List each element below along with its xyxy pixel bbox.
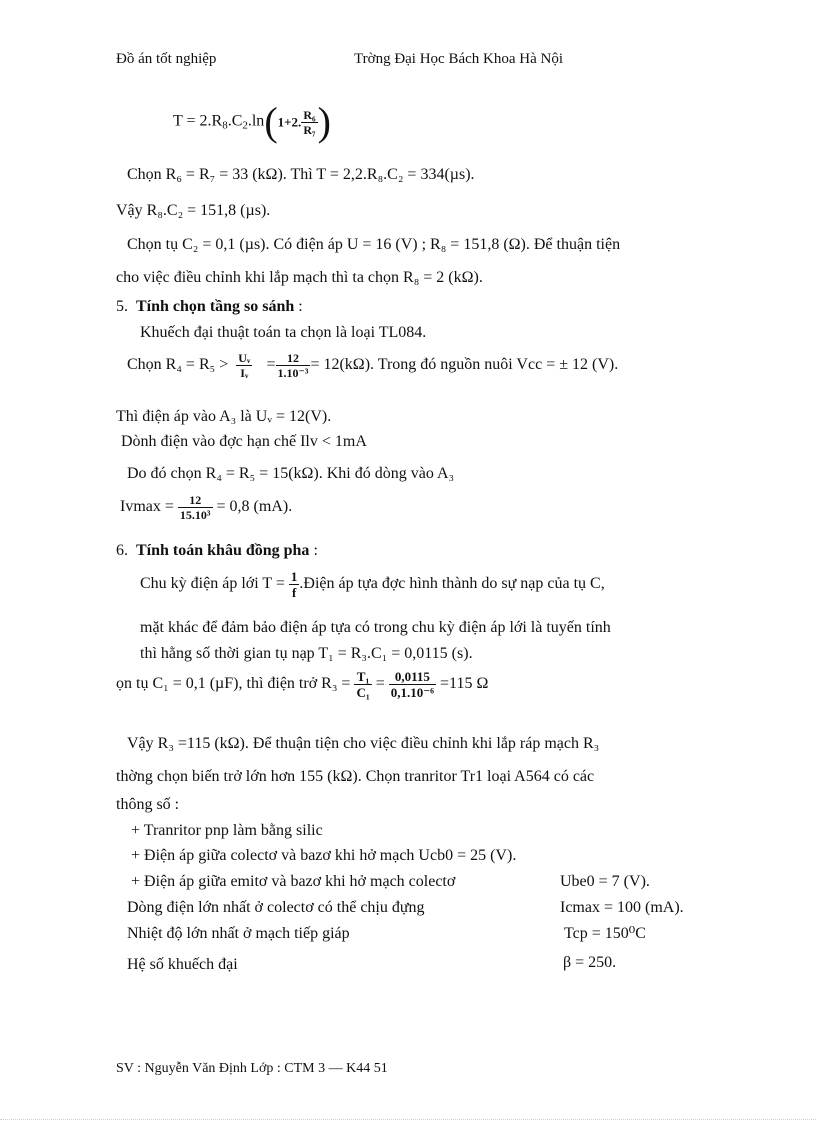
period-den: f	[291, 585, 297, 600]
list-item-ucb0: + Điện áp giữa colectơ và bazơ khi hở mạch Ucb0 = 25 (V).	[131, 847, 517, 864]
line-opamp: Khuếch đại thuật toán ta chọn là loại TL084.	[140, 324, 427, 341]
section-5-colon: :	[294, 298, 303, 315]
list-item-tcp-label: Nhiệt độ lớn nhất ở mạch tiếp giáp	[127, 925, 350, 942]
line-r4-pre: Chọn R₄ = R₅ >	[127, 356, 229, 374]
line-ivmax	[120, 494, 292, 521]
line-r4-equals: =	[266, 356, 276, 374]
r3-num: 0,0115	[389, 670, 436, 685]
line-voltage-a3: Thì điện áp vào A₃ là Uᵥ = 12(V).	[116, 408, 332, 425]
list-item-icmax-value: Icmax = 100 (mA).	[560, 899, 684, 916]
formula-lhs: T = 2.R	[173, 112, 223, 130]
r3-pre: ọn tụ C₁ = 0,1 (µF), thì điện trở R₃ =	[116, 675, 351, 693]
line-parameters: thông số :	[116, 796, 180, 813]
period-num: 1	[290, 569, 298, 584]
formula-c: .C	[227, 112, 243, 130]
section-5-heading	[116, 299, 303, 315]
formula-ln: .ln	[247, 112, 265, 130]
line-period	[140, 570, 605, 599]
formula-period: $T = 2.R_8.C_2.\ln(1+2$. $\frac{\text{R₆}}{\text{R₇}}$ )	[173, 99, 331, 144]
frac-12: 12	[276, 352, 311, 366]
frac-iv: Iᵥ	[240, 366, 249, 380]
ivmax-den: 15.10³	[179, 508, 211, 522]
section-5-number: 5.	[116, 298, 128, 315]
section-5-title: Tính chọn tầng so sánh	[136, 298, 295, 315]
line-time-constant: thì hằng số thời gian tụ nạp T₁ = R₃.C₁ = 0,0115 (s).	[140, 645, 473, 662]
line-linear: mặt khác để đảm bảo điện áp tựa có trong chu kỳ điện áp lới là tuyến tính	[140, 619, 611, 636]
header-right: Trờng Đại Học Bách Khoa Hà Nội	[354, 51, 564, 67]
footer-student: SV : Nguyễn Văn Định Lớp : CTM 3 — K44 51	[116, 1061, 388, 1076]
period-pre: Chu kỳ điện áp lới T =	[140, 575, 285, 593]
line-current-limit: Dònh điện vào đợc hạn chế Ilv < 1mA	[121, 433, 367, 450]
list-item-tcp-value: Tcp = 150⁰C	[564, 925, 646, 942]
period-post: .Điện áp tựa đợc hình thành do sự nạp của tụ C,	[299, 575, 605, 593]
formula-sub-r8: 8	[222, 119, 228, 132]
line-r3-115k: Vậy R₃ =115 (kΩ). Để thuận tiện cho việc điều chỉnh khi lắp ráp mạch R₃	[127, 735, 600, 752]
r3-den: 0,1.10⁻⁶	[390, 685, 435, 700]
formula-num: R₆	[303, 107, 316, 122]
formula-sub-c2: 2	[242, 119, 248, 132]
section-6-colon: :	[309, 542, 318, 559]
section-6-title: Tính toán khâu đồng pha	[136, 542, 310, 559]
header-left: Đồ án tốt nghiệp	[116, 51, 217, 67]
list-item-beta-label: Hệ số khuếch đại	[127, 956, 238, 973]
list-item-beta-value: β = 250.	[563, 954, 617, 971]
section-6-heading	[116, 543, 318, 559]
page-bottom-divider	[0, 1119, 816, 1120]
r3-equals: =	[375, 675, 385, 693]
list-item-icmax-label: Dòng điện lớn nhất ở colectơ có thể chịu đựng	[127, 899, 425, 916]
list-item-ube0-label: + Điện áp giữa emitơ và bazơ khi hở mạch colectơ	[131, 873, 456, 890]
r3-result: =115 Ω	[440, 675, 489, 693]
frac-1e-3: 1.10⁻³	[277, 366, 309, 380]
ivmax-label: Ivmax =	[120, 498, 174, 516]
list-item-ube0-value: Ube0 = 7 (V).	[560, 873, 650, 890]
formula-one-plus: 1+2.	[277, 114, 302, 130]
line-r4-post: = 12(kΩ). Trong đó nguồn nuôi Vcc = ± 12 (V).	[310, 356, 619, 374]
formula-den: R₇	[303, 122, 316, 137]
line-choose-r4	[127, 352, 618, 379]
r3-den-c1: C₁	[356, 685, 370, 700]
ivmax-num: 12	[178, 494, 213, 508]
section-6-number: 6.	[116, 542, 128, 559]
line-r8c2: Vậy R₈.C₂ = 151,8 (µs).	[116, 202, 271, 219]
line-choose-r8: cho việc điều chỉnh khi lắp mạch thì ta chọn R₈ = 2 (kΩ).	[116, 269, 483, 286]
line-r3	[116, 670, 488, 699]
list-item-pnp: + Tranritor pnp làm bằng silic	[131, 822, 323, 839]
r3-num-t1: T₁	[354, 670, 371, 685]
line-choose-r4-15k: Do đó chọn R₄ = R₅ = 15(kΩ). Khi đó dòng vào A₃	[127, 465, 455, 482]
line-choose-r6: Chọn R₆ = R₇ = 33 (kΩ). Thì T = 2,2.R₈.C₂ = 334(µs).	[127, 166, 475, 183]
ivmax-result: = 0,8 (mA).	[216, 498, 293, 516]
line-variable-resistor: thờng chọn biến trở lớn hơn 155 (kΩ). Chọn tranritor Tr1 loại A564 có các	[116, 768, 595, 785]
frac-uv: Uᵥ	[238, 351, 251, 365]
line-choose-c2: Chọn tụ C₂ = 0,1 (µs). Có điện áp U = 16 (V) ; R₈ = 151,8 (Ω). Để thuận tiện	[127, 236, 621, 253]
